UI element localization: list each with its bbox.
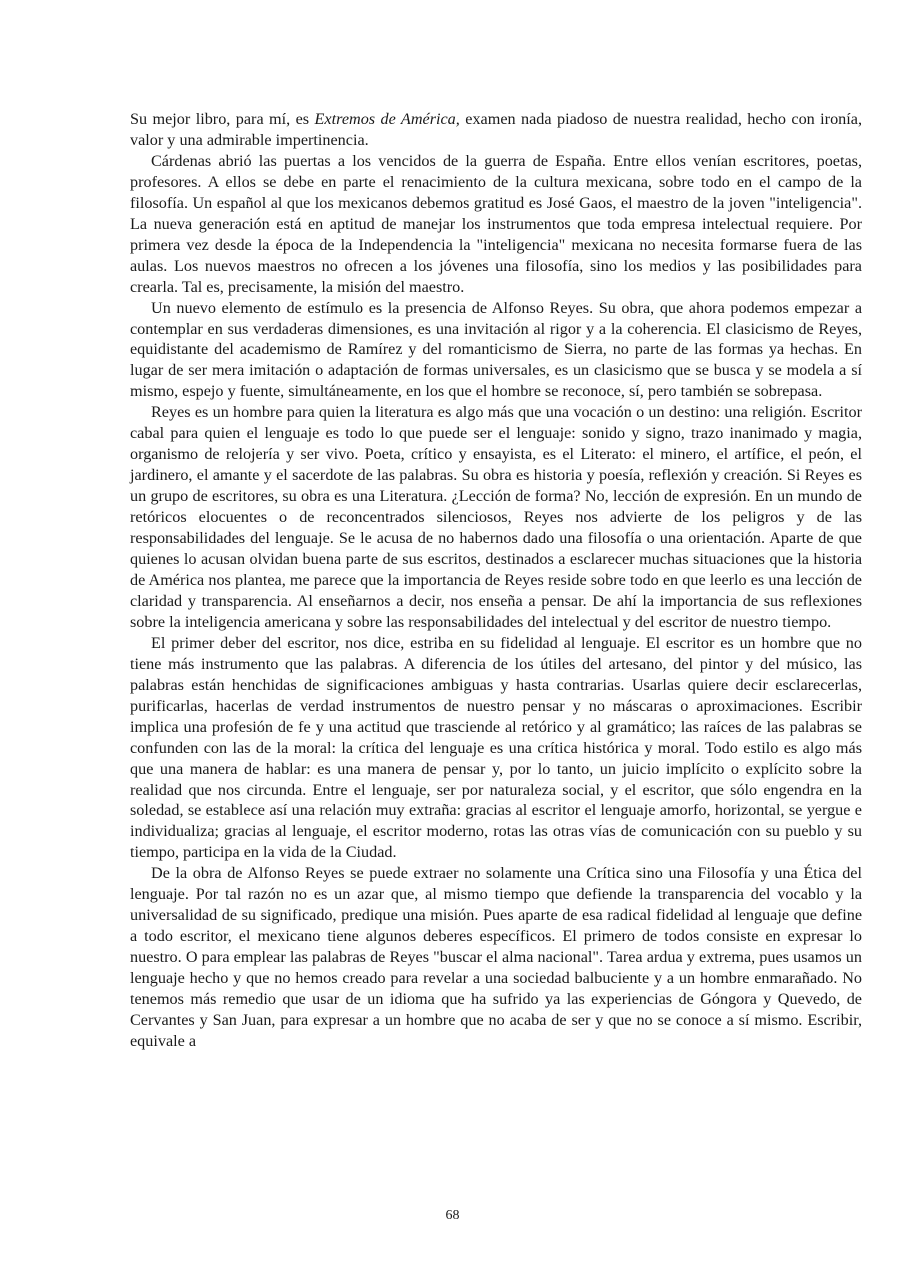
page-number: 68	[445, 1208, 460, 1223]
paragraph-3: Un nuevo elemento de estímulo es la presencia de Alfonso Reyes. Su obra, que ahora podemos empezar a contemplar en sus verdaderas dimensiones, es una invitación al rigor y a la coherencia. El clasicismo de Reyes, equidistante del academismo de Ramírez y del romanticismo de Sierra, no parte de las formas ya hechas. En lugar de ser mera imitación o adaptación de formas universales, es un clasicismo que se busca y se modela a sí mismo, espejo y fuente, simultáneamente, en los que el hombre se reconoce, sí, pero también se sobrepasa.	[130, 298, 862, 401]
book-title: Extremos de América,	[314, 110, 460, 128]
paragraph-1-text-start: Su mejor libro, para mí, es	[130, 110, 315, 128]
paragraph-6: De la obra de Alfonso Reyes se puede extraer no solamente una Crítica sino una Filosofía y una Ética del lenguaje. Por tal razón no es un azar que, al mismo tiempo que defiende la transparencia del vocablo y la universalidad de su significado, predique una misión. Pues aparte de esa radical fidelidad al lenguaje que define a todo escritor, el mexicano tiene algunos deberes específicos. El primero de todos consiste en expresar lo nuestro. O para emplear las palabras de Reyes "buscar el alma nacional". Tarea ardua y extrema, pues usamos un lenguaje hecho y que no hemos creado para revelar a una sociedad balbuciente y a un hombre enmarañado. No tenemos más remedio que usar de un idioma que ha sufrido ya las experiencias de Góngora y Quevedo, de Cervantes y San Juan, para expresar a un hombre que no acaba de ser y que no se conoce a sí mismo. Escribir, equivale a	[130, 864, 862, 1050]
paragraph-2: Cárdenas abrió las puertas a los vencidos de la guerra de España. Entre ellos venían escritores, poetas, profesores. A ellos se debe en parte el renacimiento de la cultura mexicana, sobre todo en el campo de la filosofía. Un español al que los mexicanos debemos gratitud es José Gaos, el maestro de la joven "inteligencia". La nueva generación está en aptitud de manejar los instrumentos que toda empresa intelectual requiere. Por primera vez desde la época de la Independencia la "inteligencia" mexicana no necesita formarse fuera de las aulas. Los nuevos maestros no ofrecen a los jóvenes una filosofía, sino los medios y las posibilidades para crearla. Tal es, precisamente, la misión del maestro.	[130, 151, 862, 296]
paragraph-1	[130, 109, 862, 151]
paragraph-1-text-end: examen nada piadoso de nuestra realidad, hecho con ironía, valor y una admirable impertinencia.	[130, 110, 862, 149]
page-body	[130, 109, 862, 1052]
paragraph-4: Reyes es un hombre para quien la literatura es algo más que una vocación o un destino: una religión. Escritor cabal para quien el lenguaje es todo lo que puede ser el lenguaje: sonido y signo, trazo inanimado y magia, organismo de relojería y ser vivo. Poeta, crítico y ensayista, es el Literato: el minero, el artífice, el peón, el jardinero, el amante y el sacerdote de las palabras. Su obra es historia y poesía, reflexión y creación. Si Reyes es un grupo de escritores, su obra es una Literatura. ¿Lección de forma? No, lección de expresión. En un mundo de retóricos elocuentes o de reconcentrados silenciosos, Reyes nos advierte de los peligros y de las responsabilidades del lenguaje. Se le acusa de no habernos dado una filosofía o una orientación. Aparte de que quienes lo acusan olvidan buena parte de sus escritos, destinados a esclarecer muchas situaciones que la historia de América nos plantea, me parece que la importancia de Reyes reside sobre todo en que leerlo es una lección de claridad y transparencia. Al enseñarnos a decir, nos enseña a pensar. De ahí la importancia de sus reflexiones sobre la inteligencia americana y sobre las responsabilidades del intelectual y del escritor de nuestro tiempo.	[130, 403, 862, 631]
paragraph-5: El primer deber del escritor, nos dice, estriba en su fidelidad al lenguaje. El escritor es un hombre que no tiene más instrumento que las palabras. A diferencia de los útiles del artesano, del pintor y del músico, las palabras están henchidas de significaciones ambiguas y hasta contrarias. Usarlas quiere decir esclarecerlas, purificarlas, hacerlas de verdad instrumentos de nuestro pensar y no máscaras o aproximaciones. Escribir implica una profesión de fe y una actitud que trasciende al retórico y al gramático; las raíces de las palabras se confunden con las de la moral: la crítica del lenguaje es una crítica histórica y moral. Todo estilo es algo más que una manera de hablar: es una manera de pensar y, por lo tanto, un juicio implícito o explícito sobre la realidad que nos circunda. Entre el lenguaje, ser por naturaleza social, y el escritor, que sólo engendra en la soledad, se establece así una relación muy extraña: gracias al escritor el lenguaje amorfo, horizontal, se yergue e individualiza; gracias al lenguaje, el escritor moderno, rotas las otras vías de comunicación con su pueblo y su tiempo, participa en la vida de la Ciudad.	[130, 633, 862, 862]
